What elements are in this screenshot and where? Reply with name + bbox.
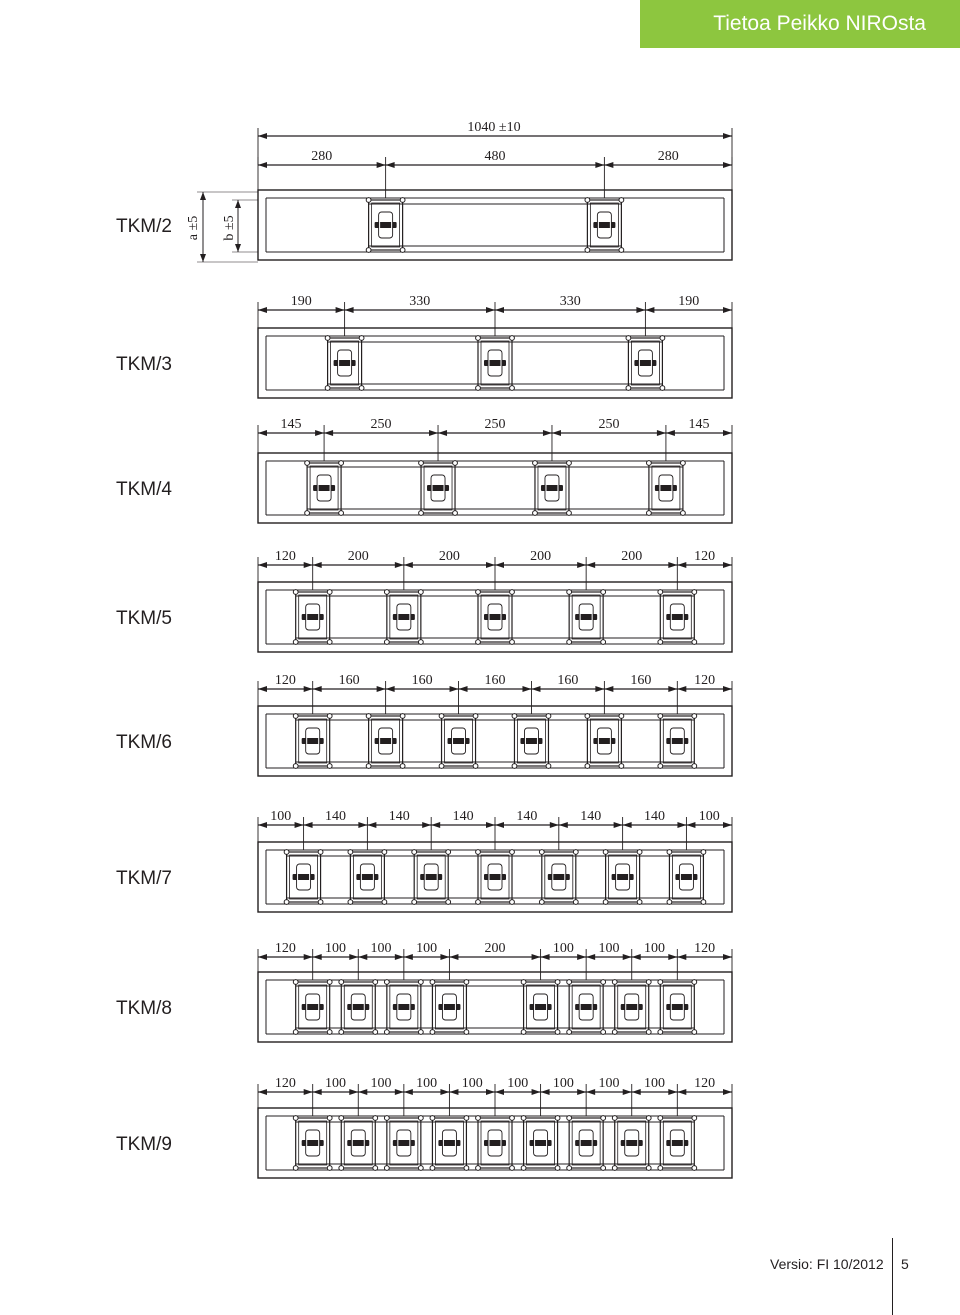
dimension-value: 100: [644, 941, 666, 956]
dimension-arrowhead: [677, 562, 686, 568]
connector-module: [612, 980, 651, 1035]
dimension-value: 100: [416, 1076, 438, 1091]
dimension-value: 250: [598, 417, 620, 432]
row-label: TKM/6: [116, 732, 172, 753]
dimension-value: 330: [409, 294, 431, 309]
connector-module: [585, 198, 624, 253]
dimension-arrowhead: [495, 562, 504, 568]
dimension-value: 100: [370, 1076, 392, 1091]
dimension-value: 140: [388, 809, 410, 824]
dimension-arrowhead: [668, 562, 677, 568]
dimension-arrowhead: [377, 686, 386, 692]
dimension-arrowhead: [677, 1089, 686, 1095]
dimension-value: 160: [630, 673, 652, 688]
dimension-arrowhead: [440, 1089, 449, 1095]
dimension-arrowhead: [450, 686, 459, 692]
connector-module: [658, 590, 697, 645]
dimension-value: 145: [280, 417, 302, 432]
dimension-arrowhead: [623, 954, 632, 960]
dimension-arrowhead: [623, 822, 632, 828]
tolerance-b: b ±5: [222, 215, 237, 241]
reinforcement-frame: [258, 190, 732, 260]
dimension-arrowhead: [349, 954, 358, 960]
dimension-arrowhead: [336, 307, 345, 313]
dimension-arrowhead: [723, 307, 732, 313]
dimension-arrowhead: [723, 1089, 732, 1095]
dimension-value: 200: [438, 549, 460, 564]
dimension-value: 200: [621, 549, 643, 564]
dimension-value: 100: [324, 941, 346, 956]
dimension-arrowhead: [595, 686, 604, 692]
connector-module: [293, 714, 332, 769]
dimension-arrowhead: [532, 954, 541, 960]
dimension-arrowhead: [677, 822, 686, 828]
dimension-value: 280: [311, 149, 333, 164]
dimension-value: 100: [598, 1076, 620, 1091]
dimension-arrowhead: [614, 822, 623, 828]
dimension-value: 250: [484, 417, 506, 432]
tkm-row: [116, 549, 732, 652]
dimension-arrowhead: [440, 954, 449, 960]
dimension-arrowhead: [367, 822, 376, 828]
dimension-arrowhead: [304, 954, 313, 960]
connector-module: [603, 850, 642, 905]
dimension-value: 100: [698, 809, 720, 824]
dimension-arrowhead: [258, 686, 267, 692]
connector-module: [366, 714, 405, 769]
dimension-value: 190: [290, 294, 312, 309]
dimension-arrowhead: [645, 307, 654, 313]
dimension-arrowhead: [449, 954, 458, 960]
dimension-arrowhead: [595, 162, 604, 168]
overall-dimension: 1040 ±10: [467, 120, 521, 135]
connector-module: [284, 850, 323, 905]
connector-module: [476, 850, 515, 905]
dimension-value: 120: [274, 1076, 296, 1091]
dimension-arrowhead: [668, 954, 677, 960]
dimension-arrowhead: [313, 954, 322, 960]
dimension-arrowhead: [422, 822, 431, 828]
dimension-arrowhead: [677, 686, 686, 692]
dimension-arrowhead: [358, 1089, 367, 1095]
tkm-row: [116, 941, 732, 1042]
dimension-arrowhead: [395, 1089, 404, 1095]
dimension-value: 160: [557, 673, 579, 688]
dimension-arrowhead: [559, 822, 568, 828]
connector-module: [667, 850, 706, 905]
connector-module: [384, 1116, 423, 1171]
dimension-arrowhead: [404, 954, 413, 960]
dimension-arrowhead: [295, 822, 304, 828]
dimension-arrowhead: [395, 562, 404, 568]
dimension-value: 160: [411, 673, 433, 688]
dimension-value: 120: [274, 549, 296, 564]
tkm-row: [116, 673, 732, 776]
dimension-value: 140: [580, 809, 602, 824]
dimension-arrowhead: [668, 686, 677, 692]
dimension-arrowhead: [686, 822, 695, 828]
section-title: Tietoa Peikko NIROsta: [713, 12, 926, 35]
dimension-arrowhead: [258, 133, 267, 139]
footer-divider: [892, 1238, 893, 1315]
dimension-arrowhead: [586, 954, 595, 960]
dimension-value: 160: [484, 673, 506, 688]
dimension-arrowhead: [304, 822, 313, 828]
dimension-arrowhead: [586, 562, 595, 568]
dimension-value: 100: [598, 941, 620, 956]
connector-module: [384, 590, 423, 645]
connector-module: [366, 198, 405, 253]
dimension-value: 160: [338, 673, 360, 688]
dimension-arrowhead: [386, 162, 395, 168]
dimension-arrowhead: [677, 954, 686, 960]
dimension-value: 100: [644, 1076, 666, 1091]
dimension-arrowhead: [486, 562, 495, 568]
connector-module: [419, 461, 458, 516]
connector-module: [612, 1116, 651, 1171]
connector-module: [626, 336, 665, 391]
dimension-value: 100: [461, 1076, 483, 1091]
dimension-arrowhead: [304, 562, 313, 568]
dimension-arrowhead: [632, 1089, 641, 1095]
dimension-arrowhead: [541, 1089, 550, 1095]
connector-module: [339, 1116, 378, 1171]
row-label: TKM/3: [116, 354, 172, 375]
dimension-arrowhead: [532, 1089, 541, 1095]
dimension-arrowhead: [552, 430, 561, 436]
dimension-arrowhead: [258, 954, 267, 960]
connector-module: [412, 850, 451, 905]
dimension-arrowhead: [377, 162, 386, 168]
tkm-row: [116, 809, 732, 912]
dimension-arrowhead: [315, 430, 324, 436]
dimension-arrowhead: [258, 430, 267, 436]
dimension-arrowhead: [459, 686, 468, 692]
connector-module: [339, 980, 378, 1035]
dimension-arrowhead: [541, 954, 550, 960]
dimension-value: 140: [324, 809, 346, 824]
connector-module: [647, 461, 686, 516]
connector-module: [658, 1116, 697, 1171]
dimension-value: 100: [416, 941, 438, 956]
dimension-arrowhead: [522, 686, 531, 692]
dimension-value: 190: [678, 294, 700, 309]
dimension-arrowhead: [395, 954, 404, 960]
connector-module: [521, 1116, 560, 1171]
connector-module: [476, 336, 515, 391]
dimension-value: 120: [274, 941, 296, 956]
connector-module: [539, 850, 578, 905]
connector-module: [293, 1116, 332, 1171]
dimension-value: 100: [507, 1076, 529, 1091]
dimension-arrowhead: [495, 307, 504, 313]
dimension-arrowhead: [429, 430, 438, 436]
dimension-value: 145: [688, 417, 710, 432]
connector-module: [293, 590, 332, 645]
tolerance-labels: [186, 215, 237, 240]
dimension-arrowhead: [604, 686, 613, 692]
dimension-value: 330: [559, 294, 581, 309]
dimension-arrowhead: [258, 562, 267, 568]
dimension-value: 140: [516, 809, 538, 824]
connector-module: [384, 980, 423, 1035]
row-label: TKM/5: [116, 608, 172, 629]
connector-module: [439, 714, 478, 769]
dimension-arrowhead: [486, 1089, 495, 1095]
dimension-arrowhead: [723, 162, 732, 168]
dimension-value: 120: [694, 941, 716, 956]
dimension-arrowhead: [657, 430, 666, 436]
dimension-arrowhead: [349, 1089, 358, 1095]
tolerance-a: a ±5: [186, 215, 201, 241]
dimension-arrowhead: [636, 307, 645, 313]
dimension-value: 100: [324, 1076, 346, 1091]
dimension-arrowhead: [404, 562, 413, 568]
dimension-arrowhead: [304, 1089, 313, 1095]
dimension-arrowhead: [495, 1089, 504, 1095]
connector-module: [305, 461, 344, 516]
dimension-value: 200: [530, 549, 552, 564]
rows-layer: [116, 128, 732, 1178]
dimension-value: 100: [370, 941, 392, 956]
dimension-value: 120: [694, 549, 716, 564]
dimension-value: 120: [274, 673, 296, 688]
dimension-arrowhead: [577, 1089, 586, 1095]
dimension-arrowhead: [486, 307, 495, 313]
dimension-arrowhead: [543, 430, 552, 436]
dimension-arrowhead: [313, 562, 322, 568]
connector-module: [430, 980, 469, 1035]
dimension-value: 250: [370, 417, 392, 432]
connector-module: [567, 980, 606, 1035]
dimension-value: 120: [694, 1076, 716, 1091]
connector-module: [533, 461, 572, 516]
dimension-arrowhead: [495, 822, 504, 828]
dimension-arrowhead: [258, 822, 267, 828]
version-label: Versio: FI 10/2012: [770, 1256, 884, 1272]
dimension-arrowhead: [313, 686, 322, 692]
connector-module: [476, 1116, 515, 1171]
dimension-arrowhead: [577, 954, 586, 960]
connector-module: [658, 980, 697, 1035]
tkm-row: [116, 1076, 732, 1178]
dimension-arrowhead: [632, 954, 641, 960]
dimension-arrowhead: [668, 1089, 677, 1095]
connector-module: [567, 1116, 606, 1171]
dimension-value: 140: [644, 809, 666, 824]
connector-module: [348, 850, 387, 905]
row-label: TKM/8: [116, 998, 172, 1019]
tkm-row: [116, 417, 732, 523]
dimension-value: 100: [270, 809, 292, 824]
connector-module: [476, 590, 515, 645]
dimension-arrowhead: [358, 954, 367, 960]
dimension-arrowhead: [431, 822, 440, 828]
dimension-arrowhead: [723, 686, 732, 692]
row-label: TKM/4: [116, 479, 172, 500]
dimension-arrowhead: [404, 1089, 413, 1095]
connector-module: [512, 714, 551, 769]
row-label: TKM/7: [116, 868, 172, 889]
dimension-arrowhead: [313, 1089, 322, 1095]
row-label: TKM/2: [116, 216, 172, 237]
dimension-value: 200: [347, 549, 369, 564]
connector-module: [521, 980, 560, 1035]
dimension-value: 280: [657, 149, 679, 164]
dimension-value: 100: [552, 941, 574, 956]
dimension-value: 140: [452, 809, 474, 824]
dimension-value: 200: [484, 941, 506, 956]
tkm-row: [116, 128, 732, 262]
dimension-arrowhead: [723, 954, 732, 960]
dimension-arrowhead: [531, 686, 540, 692]
dimension-arrowhead: [386, 686, 395, 692]
dimension-arrowhead: [304, 686, 313, 692]
connector-module: [658, 714, 697, 769]
dimension-arrowhead: [345, 307, 354, 313]
dimension-arrowhead: [449, 1089, 458, 1095]
dimension-arrowhead: [623, 1089, 632, 1095]
dimension-value: 100: [552, 1076, 574, 1091]
connector-module: [585, 714, 624, 769]
dimension-arrowhead: [604, 162, 613, 168]
dimension-arrowhead: [723, 133, 732, 139]
dimension-arrowhead: [723, 822, 732, 828]
dimension-arrowhead: [577, 562, 586, 568]
dimension-arrowhead: [358, 822, 367, 828]
dimension-arrowhead: [666, 430, 675, 436]
dimension-arrowhead: [723, 430, 732, 436]
connector-module: [567, 590, 606, 645]
connector-module: [430, 1116, 469, 1171]
page-number: 5: [901, 1256, 909, 1272]
dimension-arrowhead: [586, 1089, 595, 1095]
tkm-row: [116, 294, 732, 398]
dimension-arrowhead: [258, 1089, 267, 1095]
connector-module: [325, 336, 364, 391]
connector-module: [293, 980, 332, 1035]
dimension-arrowhead: [438, 430, 447, 436]
dimension-arrowhead: [258, 162, 267, 168]
dimension-arrowhead: [486, 822, 495, 828]
dimension-arrowhead: [550, 822, 559, 828]
dimension-arrowhead: [723, 562, 732, 568]
dimension-arrowhead: [258, 307, 267, 313]
row-label: TKM/9: [116, 1134, 172, 1155]
dimension-value: 480: [484, 149, 506, 164]
dimension-arrowhead: [324, 430, 333, 436]
dimension-value: 120: [694, 673, 716, 688]
